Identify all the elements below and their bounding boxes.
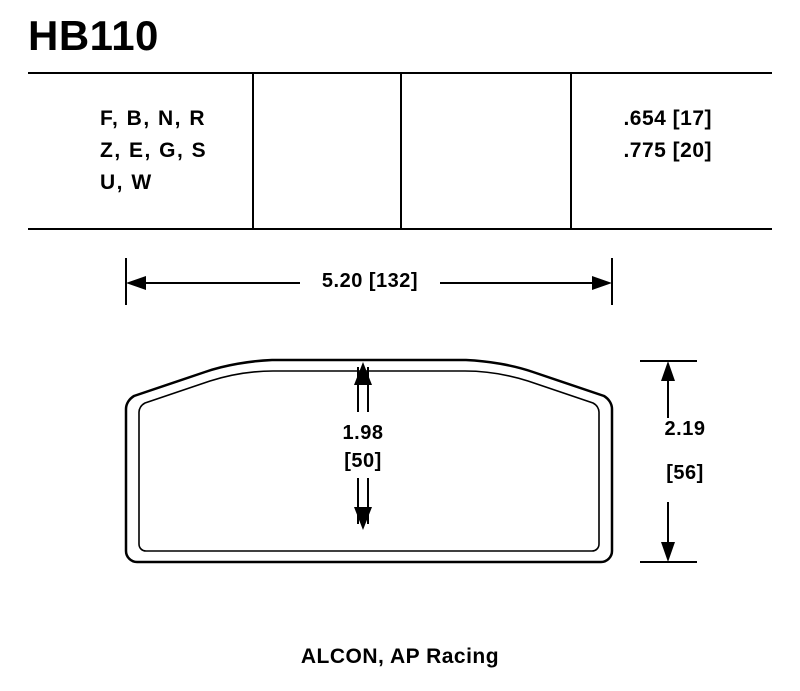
inner-height-dimension-label-inch: 1.98 (342, 422, 384, 444)
applications-label: ALCON, AP Racing (300, 645, 500, 668)
compound-code-row: Z, E, G, S (100, 139, 208, 162)
compound-code-row: U, W (100, 171, 153, 194)
page-title: HB110 (28, 12, 159, 59)
thickness-row: .775 [20] (623, 139, 712, 162)
height-dimension-label-inch: 2.19 (664, 418, 706, 440)
inner-height-dimension-label-mm: [50] (344, 450, 382, 472)
thickness-row: .654 [17] (623, 107, 712, 130)
inner-height-dimension-arrow (354, 362, 372, 530)
width-dimension-label: 5.20 [132] (321, 270, 419, 292)
height-dimension-label-mm: [56] (666, 462, 704, 484)
compound-code-row: F, B, N, R (100, 107, 207, 130)
